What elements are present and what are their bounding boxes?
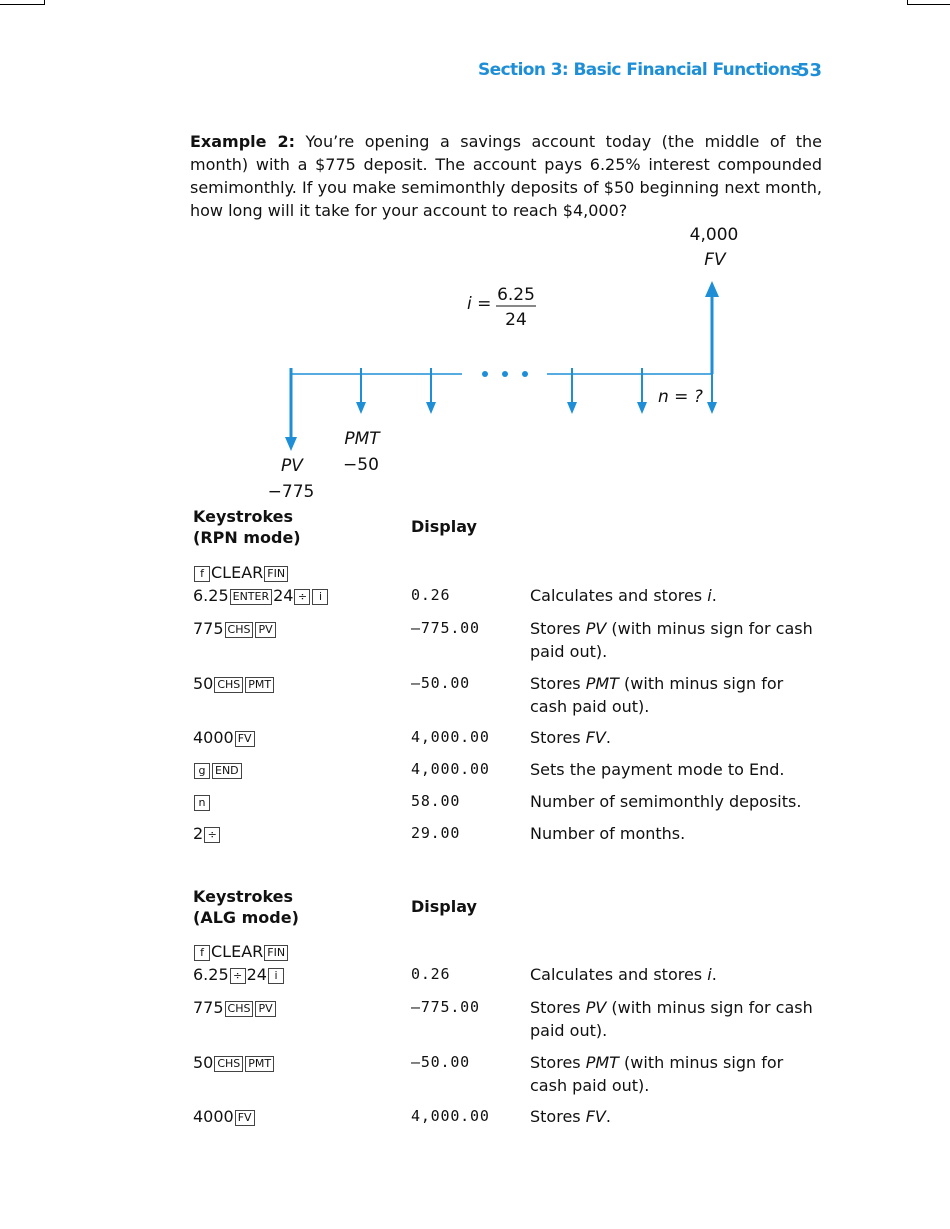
n-label: n = ?: [658, 387, 703, 407]
keystroke-text: 4000: [193, 728, 234, 747]
description-text: Sets the payment mode to End.: [530, 760, 785, 779]
description-text: (with minus sign for cash paid out).: [530, 998, 813, 1040]
description-italic: i: [707, 965, 712, 984]
display-value: 4,000.00: [411, 760, 490, 778]
description-text: (with minus sign for cash paid out).: [530, 674, 784, 716]
description: [530, 617, 822, 663]
example-label: Example 2:: [190, 132, 296, 151]
timeline-axis: [291, 371, 712, 377]
description-text: Stores: [530, 1107, 586, 1126]
pv-key: PV: [255, 1001, 275, 1017]
keystroke-sequence: [193, 963, 285, 986]
rpn-header-keystrokes: Keystrokes (RPN mode): [193, 507, 301, 547]
fv-arrow: [705, 281, 719, 374]
keystroke-sequence: [193, 1051, 275, 1074]
keystroke-sequence: [193, 726, 256, 749]
description: [530, 758, 822, 781]
pv-label: PV: [281, 456, 303, 476]
n-key: n: [194, 795, 210, 811]
pmt-label: PMT: [344, 429, 380, 449]
pv-key: PV: [255, 622, 275, 638]
keystroke-sequence: [193, 1105, 256, 1128]
section-title: Section 3: Basic Financial Functions: [478, 60, 800, 80]
description-italic: i: [707, 586, 712, 605]
keystroke-text: 6.25: [193, 965, 229, 984]
description-text: .: [605, 728, 611, 747]
keystroke-text: 775: [193, 619, 224, 638]
cash-flow-diagram: [0, 0, 950, 520]
chs-key: CHS: [225, 622, 254, 638]
description-text: Stores: [530, 998, 586, 1017]
display-value: –775.00: [411, 998, 480, 1016]
description-text: Stores: [530, 674, 586, 693]
keystroke-sequence: [193, 672, 275, 695]
fv-key: FV: [235, 731, 255, 747]
description-italic: PMT: [585, 674, 619, 693]
description-italic: PV: [585, 619, 607, 638]
description: [530, 672, 822, 718]
description-italic: FV: [585, 1107, 606, 1126]
keystroke-text: 4000: [193, 1107, 234, 1126]
chs-key: CHS: [225, 1001, 254, 1017]
pmt-key: PMT: [245, 677, 274, 693]
description-text: .: [605, 1107, 611, 1126]
i-key: i: [268, 968, 284, 984]
description: [530, 584, 822, 607]
description: [530, 963, 822, 986]
chs-key: CHS: [214, 677, 243, 693]
f-key: f: [194, 945, 210, 961]
pmt-key: PMT: [245, 1056, 274, 1072]
display-value: 0.26: [411, 586, 451, 604]
pv-value: −775: [267, 482, 315, 502]
display-value: –50.00: [411, 1053, 470, 1071]
divide-key: ÷: [230, 968, 246, 984]
keystroke-text: 50: [193, 674, 214, 693]
i-key: i: [312, 589, 328, 605]
display-value: 29.00: [411, 824, 461, 842]
divide-key: ÷: [204, 827, 220, 843]
divide-key: ÷: [294, 589, 310, 605]
description-text: Stores: [530, 1053, 586, 1072]
interest-denominator: 24: [505, 310, 527, 330]
display-value: 58.00: [411, 792, 461, 810]
keystroke-text: CLEAR: [211, 942, 264, 961]
keystroke-sequence: [193, 790, 211, 813]
description-text: Number of semimonthly deposits.: [530, 792, 802, 811]
description-text: Number of months.: [530, 824, 686, 843]
description-text: .: [711, 586, 717, 605]
keystroke-text: CLEAR: [211, 563, 264, 582]
enter-key: ENTER: [230, 589, 273, 605]
fv-value: 4,000: [689, 225, 739, 245]
fin-key: FIN: [264, 566, 288, 582]
description-text: Stores: [530, 728, 586, 747]
chs-key: CHS: [214, 1056, 243, 1072]
description-text: Stores: [530, 619, 586, 638]
alg-header-display: Display: [411, 897, 477, 916]
display-value: 4,000.00: [411, 1107, 490, 1125]
display-value: –50.00: [411, 674, 470, 692]
display-value: –775.00: [411, 619, 480, 637]
keystroke-text: 775: [193, 998, 224, 1017]
alg-header-keystrokes: Keystrokes (ALG mode): [193, 887, 299, 927]
interest-prefix: i =: [467, 294, 492, 314]
keystroke-sequence: [193, 758, 243, 781]
description: [530, 790, 822, 813]
keystroke-text: 50: [193, 1053, 214, 1072]
f-key: f: [194, 566, 210, 582]
fv-label: FV: [704, 250, 726, 270]
example-text: You’re opening a savings account today (the middle of the month) with a $775 deposit. The account pays 6.25% interest compounded semimonthly. If you make semimonthly deposits of $50 beginning next month, how long will it take for your account to reach $4,000?: [190, 132, 822, 220]
display-value: 4,000.00: [411, 728, 490, 746]
keystroke-text: 2: [193, 824, 204, 843]
keystroke-sequence: [193, 996, 277, 1019]
description-text: (with minus sign for cash paid out).: [530, 619, 813, 661]
description-text: Calculates and stores: [530, 586, 708, 605]
display-value: 0.26: [411, 965, 451, 983]
keystroke-text: 24: [273, 586, 294, 605]
rpn-header-display: Display: [411, 517, 477, 536]
fv-key: FV: [235, 1110, 255, 1126]
description-text: .: [711, 965, 717, 984]
g-key: g: [194, 763, 210, 779]
description: [530, 1105, 822, 1128]
keystroke-text: 6.25: [193, 586, 229, 605]
description-text: Calculates and stores: [530, 965, 708, 984]
fin-key: FIN: [264, 945, 288, 961]
description: [530, 726, 822, 749]
description: [530, 1051, 822, 1097]
description-italic: FV: [585, 728, 606, 747]
description-italic: PMT: [585, 1053, 619, 1072]
description-italic: PV: [585, 998, 607, 1017]
interest-numerator: 6.25: [497, 285, 535, 305]
keystroke-sequence: [193, 617, 277, 640]
keystroke-sequence: [193, 561, 289, 584]
keystroke-text: 24: [246, 965, 267, 984]
description: [530, 822, 822, 845]
page-number: 53: [797, 60, 823, 81]
keystroke-sequence: [193, 822, 221, 845]
pmt-value: −50: [343, 455, 379, 475]
keystroke-sequence: [193, 940, 289, 963]
description-text: (with minus sign for cash paid out).: [530, 1053, 784, 1095]
keystroke-sequence: [193, 584, 329, 607]
description: [530, 996, 822, 1042]
end-key: END: [212, 763, 242, 779]
